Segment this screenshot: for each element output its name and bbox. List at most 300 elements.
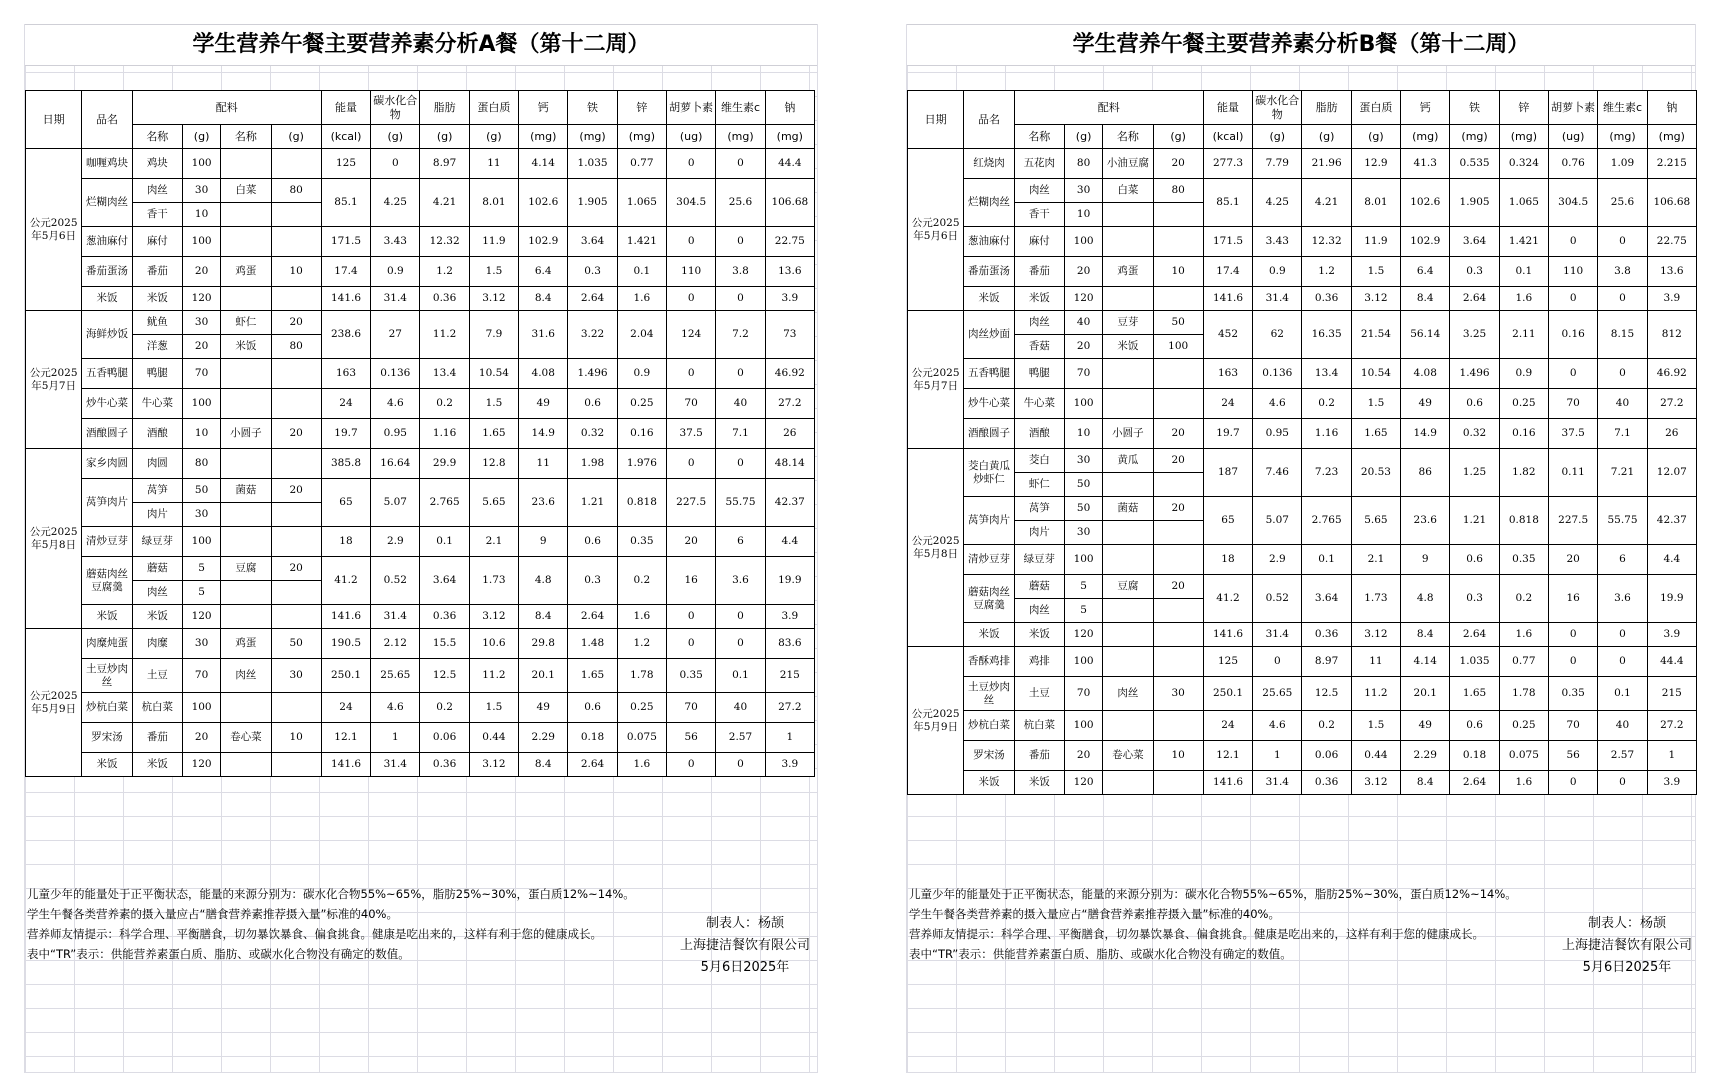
header-nutrient: 蛋白质 bbox=[469, 91, 518, 125]
sheet-title: 学生营养午餐主要营养素分析A餐（第十二周） bbox=[25, 24, 817, 66]
nutrient-value: 13.4 bbox=[420, 359, 469, 389]
header-unit: (kcal) bbox=[1203, 125, 1252, 149]
table-row bbox=[26, 629, 815, 659]
nutrient-value: 1.65 bbox=[1450, 677, 1499, 711]
nutrient-value: 21.54 bbox=[1351, 311, 1400, 359]
nutrient-value: 0 bbox=[716, 227, 765, 257]
menu-sheet-b bbox=[906, 24, 1696, 1073]
nutrient-value: 4.6 bbox=[1253, 389, 1302, 419]
nutrient-value: 102.9 bbox=[1401, 227, 1450, 257]
nutrient-value: 0 bbox=[1549, 227, 1598, 257]
ingredient-weight: 20 bbox=[1153, 419, 1203, 449]
dish-name: 烂糊肉丝 bbox=[964, 179, 1014, 227]
nutrient-value: 2.765 bbox=[420, 479, 469, 527]
ingredient-name: 鸡蛋 bbox=[221, 257, 271, 287]
nutrient-value: 0.6 bbox=[1450, 389, 1499, 419]
nutrient-value: 0.06 bbox=[420, 723, 469, 753]
nutrient-value: 0 bbox=[1253, 647, 1302, 677]
nutrient-value: 0.075 bbox=[617, 723, 666, 753]
nutrient-value: 0.25 bbox=[1499, 711, 1548, 741]
nutrient-value: 0.136 bbox=[1253, 359, 1302, 389]
nutrient-value: 12.8 bbox=[469, 449, 518, 479]
nutrient-value: 124 bbox=[667, 311, 716, 359]
header-unit: (mg) bbox=[716, 125, 765, 149]
ingredient-weight: 100 bbox=[182, 389, 220, 419]
nutrient-value: 0.9 bbox=[617, 359, 666, 389]
nutrient-value: 11.2 bbox=[420, 311, 469, 359]
nutrient-value: 13.6 bbox=[1647, 257, 1696, 287]
nutrient-value: 0.818 bbox=[1499, 497, 1548, 545]
ingredient-name: 米饭 bbox=[1014, 287, 1064, 311]
nutrient-value: 0 bbox=[1549, 359, 1598, 389]
nutrient-value: 31.4 bbox=[1253, 771, 1302, 795]
nutrient-value: 11 bbox=[1351, 647, 1400, 677]
nutrient-value: 0.32 bbox=[1450, 419, 1499, 449]
nutrient-value: 141.6 bbox=[321, 753, 370, 777]
nutrient-value: 7.2 bbox=[716, 311, 765, 359]
nutrient-value: 23.6 bbox=[1401, 497, 1450, 545]
nutrient-value: 0.1 bbox=[420, 527, 469, 557]
table-row bbox=[908, 419, 1697, 449]
ingredient-name bbox=[221, 287, 271, 311]
nutrient-value: 0.2 bbox=[1302, 711, 1351, 741]
nutrient-value: 62 bbox=[1253, 311, 1302, 359]
ingredient-name bbox=[1103, 389, 1153, 419]
ingredient-name: 豆芽 bbox=[1103, 311, 1153, 335]
nutrient-value: 0.3 bbox=[1450, 257, 1499, 287]
nutrient-value: 0.6 bbox=[1450, 545, 1499, 575]
ingredient-name: 菌菇 bbox=[1103, 497, 1153, 521]
nutrient-value: 44.4 bbox=[1647, 647, 1696, 677]
nutrient-value: 7.1 bbox=[716, 419, 765, 449]
nutrient-value: 141.6 bbox=[1203, 623, 1252, 647]
nutrient-value: 56.14 bbox=[1401, 311, 1450, 359]
ingredient-name: 肉圆 bbox=[132, 449, 182, 479]
ingredient-weight: 20 bbox=[271, 479, 321, 503]
menu-sheet-a bbox=[24, 24, 818, 1073]
nutrient-value: 2.29 bbox=[1401, 741, 1450, 771]
nutrient-value: 2.11 bbox=[1499, 311, 1548, 359]
dish-name: 米饭 bbox=[82, 287, 132, 311]
nutrient-value: 49 bbox=[519, 693, 568, 723]
nutrient-value: 4.8 bbox=[519, 557, 568, 605]
ingredient-weight: 80 bbox=[182, 449, 220, 479]
nutrient-value: 8.97 bbox=[1302, 647, 1351, 677]
nutrient-value: 4.6 bbox=[1253, 711, 1302, 741]
ingredient-name: 牛心菜 bbox=[132, 389, 182, 419]
nutrient-value: 20 bbox=[667, 527, 716, 557]
ingredient-weight: 80 bbox=[1153, 179, 1203, 203]
ingredient-name: 香干 bbox=[1014, 203, 1064, 227]
nutrient-value: 1.5 bbox=[469, 389, 518, 419]
header-unit: (kcal) bbox=[321, 125, 370, 149]
ingredient-name: 鸡块 bbox=[132, 149, 182, 179]
header-unit: (mg) bbox=[765, 125, 814, 149]
nutrient-value: 2.9 bbox=[371, 527, 420, 557]
nutrient-value: 70 bbox=[667, 389, 716, 419]
nutrient-value: 9 bbox=[1401, 545, 1450, 575]
ingredient-name: 土豆 bbox=[1014, 677, 1064, 711]
header-nutrient: 锌 bbox=[617, 91, 666, 125]
nutrient-value: 31.4 bbox=[1253, 623, 1302, 647]
nutrient-value: 49 bbox=[1401, 389, 1450, 419]
ingredient-name bbox=[221, 149, 271, 179]
nutrition-table bbox=[25, 90, 815, 777]
nutrient-value: 3.9 bbox=[1647, 771, 1696, 795]
nutrient-value: 5.07 bbox=[371, 479, 420, 527]
nutrient-value: 24 bbox=[1203, 389, 1252, 419]
nutrient-value: 26 bbox=[1647, 419, 1696, 449]
ingredient-weight: 120 bbox=[182, 605, 220, 629]
ingredient-name: 米饭 bbox=[132, 287, 182, 311]
header-ingredient-col: 名称 bbox=[221, 125, 271, 149]
header-unit: (ug) bbox=[667, 125, 716, 149]
table-row bbox=[908, 149, 1697, 179]
header-ingredients: 配料 bbox=[1014, 91, 1203, 125]
dish-name: 炒牛心菜 bbox=[964, 389, 1014, 419]
ingredient-name: 莴笋 bbox=[132, 479, 182, 503]
header-ingredient-col: (g) bbox=[182, 125, 220, 149]
ingredient-name: 白菜 bbox=[221, 179, 271, 203]
nutrient-value: 1.6 bbox=[617, 605, 666, 629]
ingredient-weight: 100 bbox=[1153, 335, 1203, 359]
nutrient-value: 11.9 bbox=[469, 227, 518, 257]
ingredient-weight bbox=[271, 203, 321, 227]
ingredient-weight: 10 bbox=[1153, 741, 1203, 771]
ingredient-name: 酒酿 bbox=[1014, 419, 1064, 449]
nutrient-value: 6.4 bbox=[1401, 257, 1450, 287]
nutrient-value: 110 bbox=[667, 257, 716, 287]
nutrient-value: 17.4 bbox=[1203, 257, 1252, 287]
ingredient-weight bbox=[1153, 473, 1203, 497]
ingredient-name bbox=[1103, 545, 1153, 575]
nutrient-value: 0 bbox=[1549, 771, 1598, 795]
ingredient-weight: 50 bbox=[271, 629, 321, 659]
nutrient-value: 8.4 bbox=[519, 753, 568, 777]
ingredient-name bbox=[1103, 203, 1153, 227]
header-nutrient: 维生素c bbox=[1598, 91, 1647, 125]
nutrient-value: 3.8 bbox=[716, 257, 765, 287]
nutrient-value: 1.21 bbox=[568, 479, 617, 527]
header-nutrient: 维生素c bbox=[716, 91, 765, 125]
nutrient-value: 10.6 bbox=[469, 629, 518, 659]
nutrient-value: 0 bbox=[716, 287, 765, 311]
ingredient-name: 卷心菜 bbox=[221, 723, 271, 753]
nutrient-value: 0.9 bbox=[1499, 359, 1548, 389]
dish-name: 蘑菇肉丝豆腐羹 bbox=[82, 557, 132, 605]
day-date: 公元2025年5月9日 bbox=[26, 629, 82, 777]
ingredient-name: 虾仁 bbox=[1014, 473, 1064, 497]
nutrient-value: 2.64 bbox=[1450, 623, 1499, 647]
dish-name: 酒酿圆子 bbox=[964, 419, 1014, 449]
nutrient-value: 0.35 bbox=[1499, 545, 1548, 575]
ingredient-name bbox=[1103, 711, 1153, 741]
nutrient-value: 55.75 bbox=[1598, 497, 1647, 545]
nutrient-value: 40 bbox=[716, 389, 765, 419]
nutrient-value: 24 bbox=[321, 693, 370, 723]
table-row bbox=[908, 741, 1697, 771]
nutrient-value: 6 bbox=[1598, 545, 1647, 575]
dish-name: 五香鸭腿 bbox=[964, 359, 1014, 389]
ingredient-name: 土豆 bbox=[132, 659, 182, 693]
nutrient-value: 0.1 bbox=[716, 659, 765, 693]
nutrient-value: 0.324 bbox=[1499, 149, 1548, 179]
nutrient-value: 4.08 bbox=[519, 359, 568, 389]
nutrient-value: 0 bbox=[1549, 287, 1598, 311]
ingredient-weight: 20 bbox=[271, 557, 321, 581]
table-row bbox=[908, 179, 1697, 203]
ingredient-name bbox=[1103, 623, 1153, 647]
table-row bbox=[26, 257, 815, 287]
ingredient-name: 绿豆芽 bbox=[132, 527, 182, 557]
nutrient-value: 3.64 bbox=[420, 557, 469, 605]
nutrient-value: 0 bbox=[1598, 647, 1647, 677]
ingredient-name: 番茄 bbox=[132, 257, 182, 287]
nutrient-value: 7.23 bbox=[1302, 449, 1351, 497]
nutrient-value: 1.98 bbox=[568, 449, 617, 479]
ingredient-weight: 5 bbox=[1064, 599, 1102, 623]
header-unit: (g) bbox=[371, 125, 420, 149]
ingredient-weight: 30 bbox=[182, 179, 220, 203]
nutrient-value: 27.2 bbox=[765, 693, 814, 723]
ingredient-weight: 20 bbox=[1064, 335, 1102, 359]
ingredient-weight: 100 bbox=[182, 527, 220, 557]
ingredient-weight bbox=[1153, 647, 1203, 677]
dish-name: 清炒豆芽 bbox=[82, 527, 132, 557]
header-nutrient: 脂肪 bbox=[1302, 91, 1351, 125]
ingredient-weight: 100 bbox=[1064, 711, 1102, 741]
nutrient-value: 0.1 bbox=[1302, 545, 1351, 575]
nutrient-value: 11.9 bbox=[1351, 227, 1400, 257]
ingredient-name: 小圆子 bbox=[1103, 419, 1153, 449]
nutrient-value: 1 bbox=[1647, 741, 1696, 771]
nutrient-value: 238.6 bbox=[321, 311, 370, 359]
nutrient-value: 55.75 bbox=[716, 479, 765, 527]
nutrient-value: 2.9 bbox=[1253, 545, 1302, 575]
nutrient-value: 22.75 bbox=[765, 227, 814, 257]
nutrient-value: 277.3 bbox=[1203, 149, 1252, 179]
header-nutrient: 胡萝卜素 bbox=[1549, 91, 1598, 125]
ingredient-name: 酒酿 bbox=[132, 419, 182, 449]
ingredient-weight: 40 bbox=[1064, 311, 1102, 335]
nutrient-value: 40 bbox=[1598, 389, 1647, 419]
dish-name: 肉糜炖蛋 bbox=[82, 629, 132, 659]
nutrient-value: 12.1 bbox=[1203, 741, 1252, 771]
company: 上海捷洁餐饮有限公司 bbox=[679, 938, 810, 953]
ingredient-name bbox=[1103, 227, 1153, 257]
nutrient-value: 0.44 bbox=[1351, 741, 1400, 771]
ingredient-weight: 5 bbox=[182, 581, 220, 605]
dish-name: 米饭 bbox=[964, 771, 1014, 795]
nutrient-value: 1.65 bbox=[469, 419, 518, 449]
header-nutrient: 胡萝卜素 bbox=[667, 91, 716, 125]
ingredient-weight: 20 bbox=[1064, 741, 1102, 771]
ingredient-name: 牛心菜 bbox=[1014, 389, 1064, 419]
nutrient-value: 3.12 bbox=[469, 287, 518, 311]
nutrient-value: 16 bbox=[667, 557, 716, 605]
nutrient-value: 10.54 bbox=[1351, 359, 1400, 389]
nutrient-value: 0.36 bbox=[420, 287, 469, 311]
nutrient-value: 26 bbox=[765, 419, 814, 449]
nutrient-value: 3.9 bbox=[1647, 623, 1696, 647]
ingredient-weight: 30 bbox=[182, 503, 220, 527]
ingredient-weight: 20 bbox=[1153, 497, 1203, 521]
nutrient-value: 40 bbox=[716, 693, 765, 723]
ingredient-weight: 120 bbox=[182, 753, 220, 777]
ingredient-name: 鱿鱼 bbox=[132, 311, 182, 335]
header-unit: (mg) bbox=[1647, 125, 1696, 149]
nutrient-value: 187 bbox=[1203, 449, 1252, 497]
nutrient-value: 0.16 bbox=[617, 419, 666, 449]
nutrient-value: 125 bbox=[321, 149, 370, 179]
ingredient-weight: 80 bbox=[271, 335, 321, 359]
header-nutrient: 蛋白质 bbox=[1351, 91, 1400, 125]
ingredient-name: 麻付 bbox=[132, 227, 182, 257]
note-line: 营养师友情提示：科学合理、平衡膳食，切勿暴饮暴食、偏食挑食。健康是吃出来的，这样有利于您的健康成长。 bbox=[909, 927, 1484, 941]
nutrient-value: 17.4 bbox=[321, 257, 370, 287]
header-unit: (g) bbox=[1302, 125, 1351, 149]
ingredient-weight: 70 bbox=[1064, 677, 1102, 711]
nutrient-value: 163 bbox=[1203, 359, 1252, 389]
ingredient-name: 鸭腿 bbox=[132, 359, 182, 389]
dish-name: 炒杭白菜 bbox=[82, 693, 132, 723]
header-ingredients: 配料 bbox=[132, 91, 321, 125]
ingredient-weight bbox=[271, 449, 321, 479]
ingredient-weight: 20 bbox=[1153, 575, 1203, 599]
nutrient-value: 1.09 bbox=[1598, 149, 1647, 179]
nutrient-value: 1.2 bbox=[1302, 257, 1351, 287]
nutrient-value: 0.1 bbox=[617, 257, 666, 287]
dish-name: 葱油麻付 bbox=[82, 227, 132, 257]
nutrient-value: 0.2 bbox=[617, 557, 666, 605]
ingredient-weight: 120 bbox=[1064, 771, 1102, 795]
ingredient-weight: 100 bbox=[182, 693, 220, 723]
nutrient-value: 8.4 bbox=[519, 287, 568, 311]
nutrient-value: 0.3 bbox=[568, 257, 617, 287]
ingredient-name bbox=[221, 203, 271, 227]
table-row bbox=[26, 149, 815, 179]
nutrient-value: 2.1 bbox=[469, 527, 518, 557]
header-ingredient-col: (g) bbox=[1153, 125, 1203, 149]
nutrient-value: 1.21 bbox=[1450, 497, 1499, 545]
nutrient-value: 1.78 bbox=[617, 659, 666, 693]
nutrient-value: 8.01 bbox=[1351, 179, 1400, 227]
ingredient-name: 肉丝 bbox=[221, 659, 271, 693]
nutrient-value: 7.21 bbox=[1598, 449, 1647, 497]
notes bbox=[25, 884, 635, 964]
nutrient-value: 25.65 bbox=[371, 659, 420, 693]
nutrient-value: 24 bbox=[321, 389, 370, 419]
ingredient-name: 鸡排 bbox=[1014, 647, 1064, 677]
nutrient-value: 2.04 bbox=[617, 311, 666, 359]
nutrient-value: 0.36 bbox=[1302, 287, 1351, 311]
header-unit: (mg) bbox=[519, 125, 568, 149]
table-row bbox=[908, 497, 1697, 521]
nutrient-value: 0 bbox=[1549, 623, 1598, 647]
dish-name: 罗宋汤 bbox=[964, 741, 1014, 771]
nutrient-value: 14.9 bbox=[1401, 419, 1450, 449]
header-ingredient-col: (g) bbox=[271, 125, 321, 149]
note-line: 表中“TR”表示：供能营养素蛋白质、脂肪、或碳水化合物没有确定的数值。 bbox=[909, 947, 1292, 961]
dish-name: 香酥鸡排 bbox=[964, 647, 1014, 677]
nutrient-value: 385.8 bbox=[321, 449, 370, 479]
nutrient-value: 1.73 bbox=[469, 557, 518, 605]
nutrient-value: 3.9 bbox=[765, 605, 814, 629]
ingredient-weight bbox=[1153, 711, 1203, 741]
nutrient-value: 0.136 bbox=[371, 359, 420, 389]
table-row bbox=[26, 693, 815, 723]
nutrient-value: 46.92 bbox=[765, 359, 814, 389]
nutrient-value: 215 bbox=[765, 659, 814, 693]
nutrient-value: 0.16 bbox=[1499, 419, 1548, 449]
table-row bbox=[908, 771, 1697, 795]
nutrient-value: 11 bbox=[469, 149, 518, 179]
ingredient-weight bbox=[271, 605, 321, 629]
nutrient-value: 0.06 bbox=[1302, 741, 1351, 771]
dish-name: 米饭 bbox=[964, 287, 1014, 311]
nutrient-value: 70 bbox=[1549, 389, 1598, 419]
nutrient-value: 2.64 bbox=[1450, 287, 1499, 311]
nutrient-value: 3.12 bbox=[469, 605, 518, 629]
nutrient-value: 73 bbox=[765, 311, 814, 359]
ingredient-name bbox=[1103, 521, 1153, 545]
nutrient-value: 1.421 bbox=[1499, 227, 1548, 257]
header-nutrient: 锌 bbox=[1499, 91, 1548, 125]
ingredient-weight: 50 bbox=[182, 479, 220, 503]
nutrient-value: 0 bbox=[1598, 227, 1647, 257]
nutrient-value: 1.2 bbox=[420, 257, 469, 287]
nutrient-value: 8.4 bbox=[1401, 623, 1450, 647]
nutrient-value: 141.6 bbox=[321, 287, 370, 311]
ingredient-weight bbox=[271, 359, 321, 389]
ingredient-weight: 30 bbox=[1064, 179, 1102, 203]
nutrient-value: 0 bbox=[667, 753, 716, 777]
ingredient-weight: 70 bbox=[1064, 359, 1102, 389]
nutrient-value: 0 bbox=[371, 149, 420, 179]
ingredient-name: 杭白菜 bbox=[1014, 711, 1064, 741]
nutrient-value: 56 bbox=[667, 723, 716, 753]
nutrient-value: 86 bbox=[1401, 449, 1450, 497]
nutrient-value: 65 bbox=[1203, 497, 1252, 545]
nutrient-value: 46.92 bbox=[1647, 359, 1696, 389]
nutrient-value: 3.9 bbox=[765, 287, 814, 311]
nutrient-value: 4.21 bbox=[420, 179, 469, 227]
company: 上海捷洁餐饮有限公司 bbox=[1561, 938, 1692, 953]
header-ingredient-col: 名称 bbox=[132, 125, 182, 149]
ingredient-weight: 20 bbox=[182, 335, 220, 359]
nutrient-value: 2.64 bbox=[568, 605, 617, 629]
header-nutrient: 能量 bbox=[1203, 91, 1252, 125]
header-ingredient-col: 名称 bbox=[1014, 125, 1064, 149]
nutrient-value: 215 bbox=[1647, 677, 1696, 711]
nutrient-value: 1.035 bbox=[1450, 647, 1499, 677]
nutrient-value: 0 bbox=[667, 149, 716, 179]
nutrient-value: 4.14 bbox=[519, 149, 568, 179]
header-nutrient: 钠 bbox=[1647, 91, 1696, 125]
dish-name: 红烧肉 bbox=[964, 149, 1014, 179]
nutrient-value: 11.2 bbox=[1351, 677, 1400, 711]
nutrient-value: 0.6 bbox=[1450, 711, 1499, 741]
nutrient-value: 0.52 bbox=[371, 557, 420, 605]
nutrient-value: 3.12 bbox=[1351, 623, 1400, 647]
nutrient-value: 0.35 bbox=[617, 527, 666, 557]
ingredient-name bbox=[1103, 647, 1153, 677]
nutrient-value: 5.07 bbox=[1253, 497, 1302, 545]
nutrient-value: 3.12 bbox=[469, 753, 518, 777]
nutrient-value: 0.36 bbox=[1302, 623, 1351, 647]
nutrient-value: 1 bbox=[1253, 741, 1302, 771]
nutrient-value: 0 bbox=[667, 629, 716, 659]
